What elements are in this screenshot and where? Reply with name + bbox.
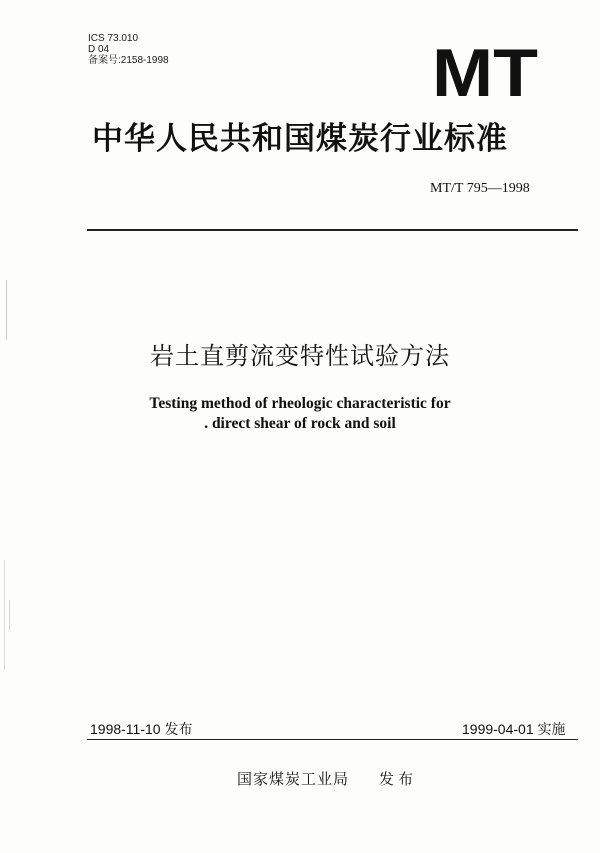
classification-block — [88, 33, 169, 66]
scan-artifact — [9, 600, 10, 630]
mt-logo-graphic — [430, 38, 540, 108]
english-title-line-1: Testing method of rheologic characteristic for — [149, 395, 451, 412]
mt-logo-text: MT — [432, 38, 538, 108]
mt-logo — [430, 38, 540, 108]
publish-label: 发布 — [379, 770, 418, 788]
standard-category-title: 中华人民共和国煤炭行业标准 — [92, 121, 508, 157]
english-title-line-2: . direct shear of rock and soil — [204, 415, 396, 432]
implementation-date: 1999-04-01 实施 — [462, 721, 566, 737]
ccs-code: D 04 — [88, 44, 110, 55]
ics-code: ICS 73.010 — [88, 33, 139, 44]
date-divider — [87, 739, 578, 740]
issue-date: 1998-11-10 发布 — [90, 721, 193, 737]
standard-code: MT/T 795—1998 — [430, 181, 530, 196]
header-divider — [87, 229, 578, 231]
chinese-title: 岩土直剪流变特性试验方法 — [150, 342, 450, 370]
filing-number: 备案号:2158-1998 — [88, 55, 169, 66]
english-title — [0, 394, 600, 434]
scan-artifact — [4, 560, 5, 670]
scan-artifact — [6, 280, 7, 340]
issuing-authority: 国家煤炭工业局 — [237, 770, 350, 788]
